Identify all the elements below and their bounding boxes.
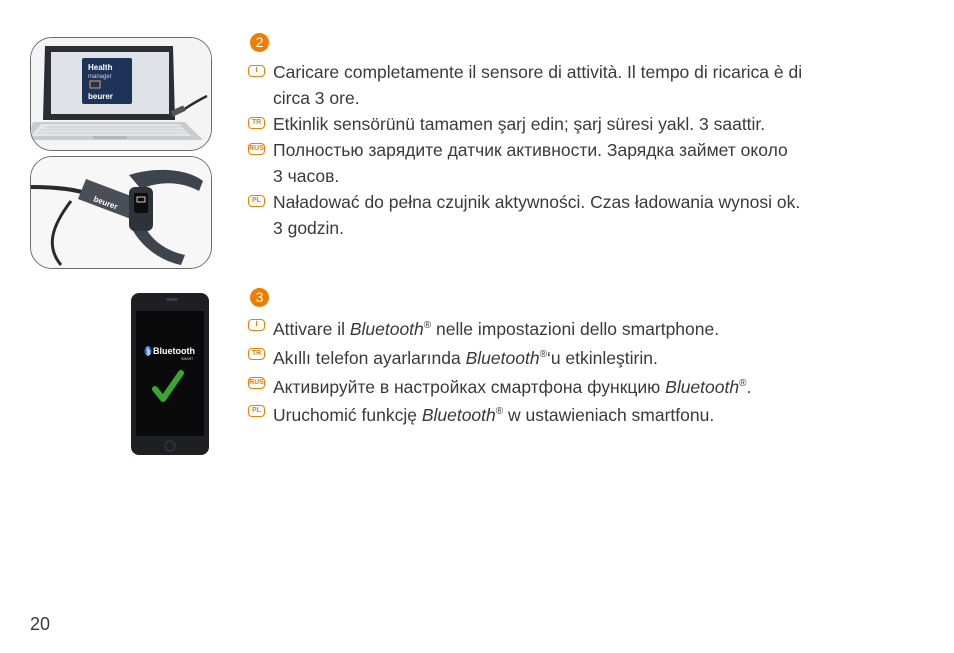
instruction-text: Etkinlik sensörünü tamamen şarj edin; şarj süresi yakl. 3 saattir.	[273, 114, 766, 134]
language-badge: I	[248, 319, 265, 331]
activity-band-icon	[31, 157, 211, 268]
instruction-text: Uruchomić funkcję	[273, 405, 422, 426]
registered-mark: ®	[539, 348, 547, 360]
language-badge: PL	[248, 195, 265, 207]
language-badge: I	[248, 65, 265, 77]
step-3-instructions	[248, 313, 908, 428]
instruction-text-continued: circa 3 ore.	[273, 88, 360, 108]
svg-text:manager: manager	[88, 74, 112, 80]
step-2-instructions	[248, 59, 908, 241]
bluetooth-term: Bluetooth	[465, 347, 540, 368]
svg-text:beurer: beurer	[88, 92, 113, 101]
language-badge: RUS	[248, 377, 265, 389]
language-badge: TR	[248, 348, 265, 360]
instruction-row-it	[248, 59, 908, 111]
instruction-row-tr	[248, 342, 908, 371]
smartphone-illustration	[131, 293, 209, 455]
instruction-text-end: nelle impostazioni dello smartphone.	[431, 318, 720, 339]
instruction-row-tr	[248, 111, 908, 137]
language-badge: RUS	[248, 143, 265, 155]
svg-text:Bluetooth: Bluetooth	[153, 346, 195, 356]
bluetooth-term: Bluetooth	[665, 376, 740, 397]
bluetooth-term: Bluetooth	[349, 318, 424, 339]
bluetooth-term: Bluetooth	[421, 405, 496, 426]
instruction-text: Активируйте в настройках смартфона функцию	[273, 376, 666, 397]
step-number-3: 3	[250, 288, 269, 307]
instruction-text-continued: 3 часов.	[273, 166, 340, 186]
instruction-text-end: .	[746, 376, 752, 397]
instruction-text: Caricare completamente il sensore di attività. Il tempo di ricarica è di	[273, 62, 803, 82]
language-badge: PL	[248, 405, 265, 417]
instruction-row-rus	[248, 137, 908, 189]
svg-text:beurer: beurer	[92, 194, 119, 212]
laptop-icon	[31, 38, 211, 150]
instruction-text-continued: 3 godzin.	[273, 218, 345, 238]
svg-text:Health: Health	[88, 63, 113, 72]
page-number: 20	[30, 614, 51, 634]
registered-mark: ®	[739, 377, 747, 389]
bluetooth-icon	[145, 346, 152, 356]
instruction-text: Полностью зарядите датчик активности. Зарядка займет около	[273, 140, 788, 160]
registered-mark: ®	[423, 320, 432, 331]
instruction-row-pl	[248, 189, 908, 241]
instruction-text: Attivare il	[273, 318, 350, 339]
instruction-row-pl	[248, 399, 908, 428]
instruction-text-end: ‘u etkinleştirin.	[546, 347, 658, 368]
instruction-row-it	[248, 313, 908, 342]
band-illustration	[30, 156, 212, 269]
smartphone-icon	[131, 293, 209, 455]
instruction-row-rus	[248, 371, 908, 400]
instruction-text-end: w ustawieniach smartfonu.	[503, 405, 715, 426]
step-number-2: 2	[250, 33, 269, 52]
instruction-text: Akıllı telefon ayarlarında	[273, 347, 466, 368]
laptop-illustration	[30, 37, 212, 151]
language-badge: TR	[248, 117, 265, 129]
instruction-text: Naładować do pełna czujnik aktywności. Czas ładowania wynosi ok.	[273, 192, 801, 212]
svg-text:SMART: SMART	[181, 357, 194, 361]
registered-mark: ®	[495, 406, 504, 418]
